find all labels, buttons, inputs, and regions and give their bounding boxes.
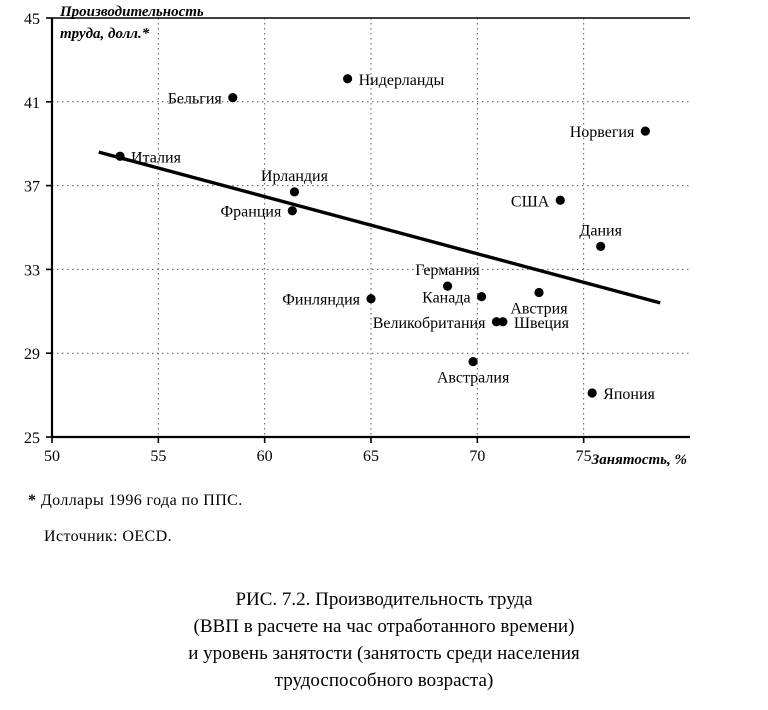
y-tick-label: 37 <box>24 178 40 196</box>
data-point-label: Финляндия <box>282 291 360 309</box>
caption-line-3: и уровень занятости (занятость среди населения <box>188 643 580 664</box>
data-point-label: Канада <box>422 289 471 307</box>
y-tick-label: 45 <box>24 11 40 28</box>
y-tick-label: 25 <box>24 430 40 447</box>
footnote-marker: * <box>28 492 37 509</box>
source-note: Источник: OECD. <box>44 528 172 545</box>
data-point-label: Нидерланды <box>358 71 445 89</box>
data-point <box>288 206 297 215</box>
y-tick-label: 41 <box>24 94 40 112</box>
data-point-label: Германия <box>415 262 480 280</box>
x-axis-label: Занятость, % <box>591 452 687 468</box>
data-point-label: Швеция <box>513 314 570 332</box>
data-point <box>641 127 650 136</box>
data-point-label: Япония <box>603 386 655 404</box>
data-point-label: США <box>510 193 550 211</box>
y-axis-label: Производительность <box>60 4 204 20</box>
x-tick-label: 55 <box>150 448 167 465</box>
data-point <box>596 242 605 251</box>
data-point-label: Франция <box>220 203 282 221</box>
figure-caption <box>0 586 768 694</box>
data-point <box>115 152 124 161</box>
data-point-label: Австралия <box>436 369 510 387</box>
caption-line-4: трудоспособного возраста) <box>274 670 494 691</box>
data-point <box>468 357 477 366</box>
x-tick-label: 70 <box>469 448 486 465</box>
caption-line-1: РИС. 7.2. Производительность труда <box>235 589 533 610</box>
footnote-text: Доллары 1996 года по ППС. <box>40 492 243 509</box>
x-tick-label: 50 <box>44 448 60 465</box>
x-tick-label: 75 <box>575 448 592 465</box>
data-point <box>588 388 597 397</box>
data-point-label: Австрия <box>510 300 568 318</box>
data-point <box>366 294 375 303</box>
data-point <box>228 93 237 102</box>
y-tick-label: 29 <box>24 346 40 364</box>
data-point-label: Дания <box>579 222 622 240</box>
data-point-label: Ирландия <box>260 167 328 185</box>
data-point-label: Бельгия <box>167 90 222 108</box>
data-point-label: Норвегия <box>569 124 635 142</box>
footnote <box>28 492 243 510</box>
y-axis-label-cont: труда, долл.* <box>60 26 150 42</box>
trendline <box>99 152 660 303</box>
data-point <box>290 187 299 196</box>
caption-line-2: (ВВП в расчете на час отработанного времени) <box>193 616 575 637</box>
data-point <box>477 292 486 301</box>
data-point <box>498 317 507 326</box>
data-point <box>556 196 565 205</box>
data-point <box>343 74 352 83</box>
y-tick-label: 33 <box>24 262 40 280</box>
x-tick-label: 60 <box>256 448 273 465</box>
data-point-label: Великобритания <box>372 314 486 332</box>
data-point <box>534 288 543 297</box>
data-point-label: Италия <box>131 149 181 167</box>
x-tick-label: 65 <box>363 448 379 465</box>
